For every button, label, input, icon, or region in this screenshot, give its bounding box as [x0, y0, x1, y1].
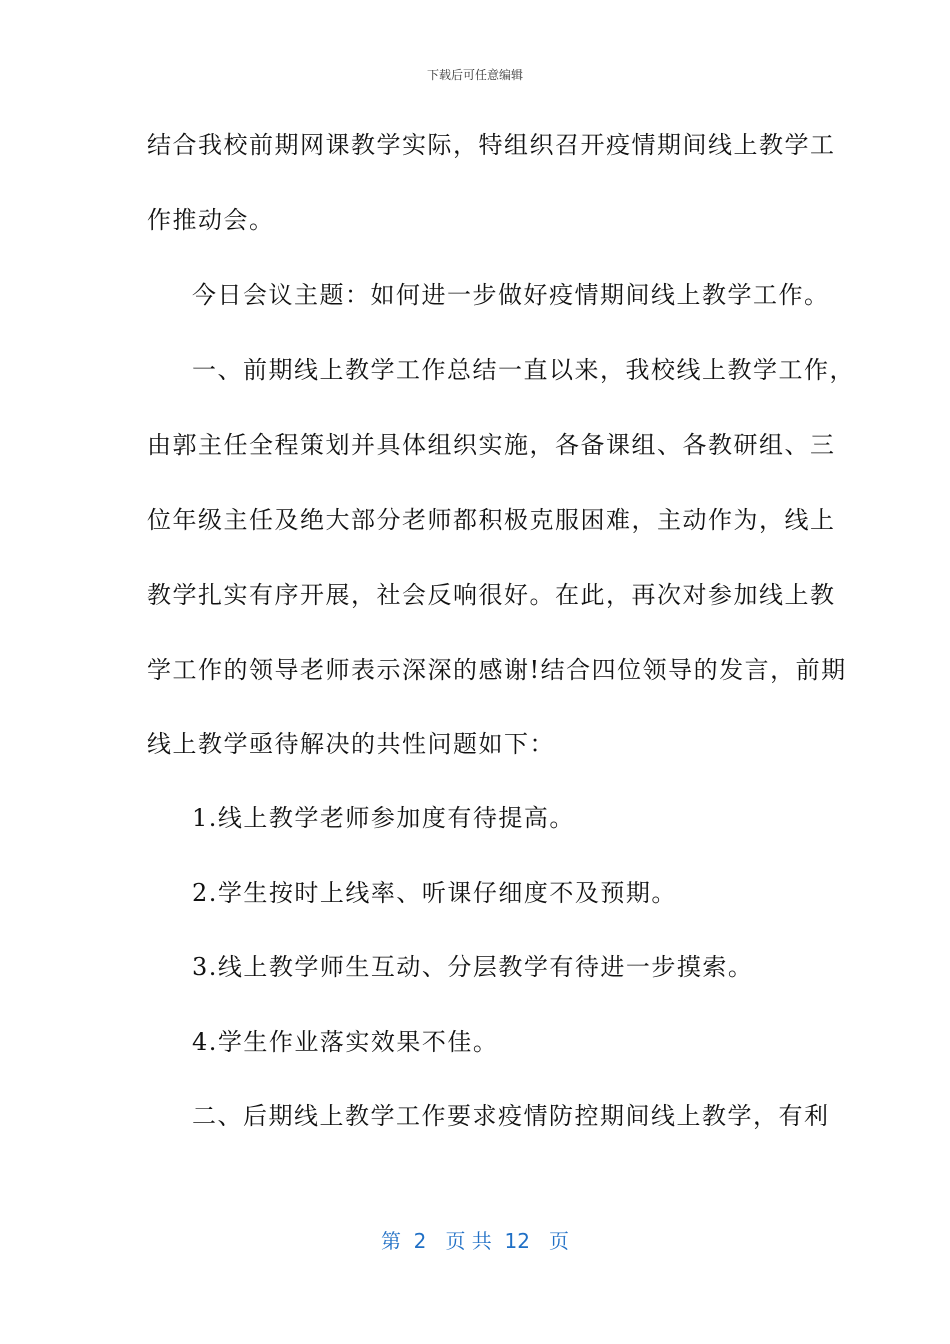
text-line-2: 作推动会。 [147, 206, 275, 234]
text-line-5: 由郭主任全程策划并具体组织实施，各备课组、各教研组、三 [147, 431, 836, 459]
page-number-footer: 第 2 页 共 12 页 [380, 1229, 570, 1253]
text-line-8: 学工作的领导老师表示深深的感谢!结合四位领导的发言，前期 [147, 656, 847, 684]
text-line-3: 今日会议主题：如何进一步做好疫情期间线上教学工作。 [192, 281, 830, 309]
text-line-9: 线上教学亟待解决的共性问题如下： [147, 730, 555, 758]
text-line-4: 一、前期线上教学工作总结一直以来，我校线上教学工作， [192, 356, 855, 384]
text-line-7: 教学扎实有序开展，社会反响很好。在此，再次对参加线上教 [147, 581, 836, 609]
text-line-6: 位年级主任及绝大部分老师都积极克服困难，主动作为，线上 [147, 506, 836, 534]
page-header-note: 下载后可任意编辑 [426, 68, 523, 82]
list-item-4: 4.学生作业落实效果不佳。 [192, 1028, 499, 1056]
list-item-2: 2.学生按时上线率、听课仔细度不及预期。 [192, 879, 677, 907]
list-item-1: 1.线上教学老师参加度有待提高。 [192, 804, 575, 832]
text-line-1: 结合我校前期网课教学实际，特组织召开疫情期间线上教学工 [147, 131, 836, 159]
list-item-3: 3.线上教学师生互动、分层教学有待进一步摸索。 [192, 953, 754, 981]
text-line-14: 二、后期线上教学工作要求疫情防控期间线上教学，有利 [192, 1102, 830, 1130]
